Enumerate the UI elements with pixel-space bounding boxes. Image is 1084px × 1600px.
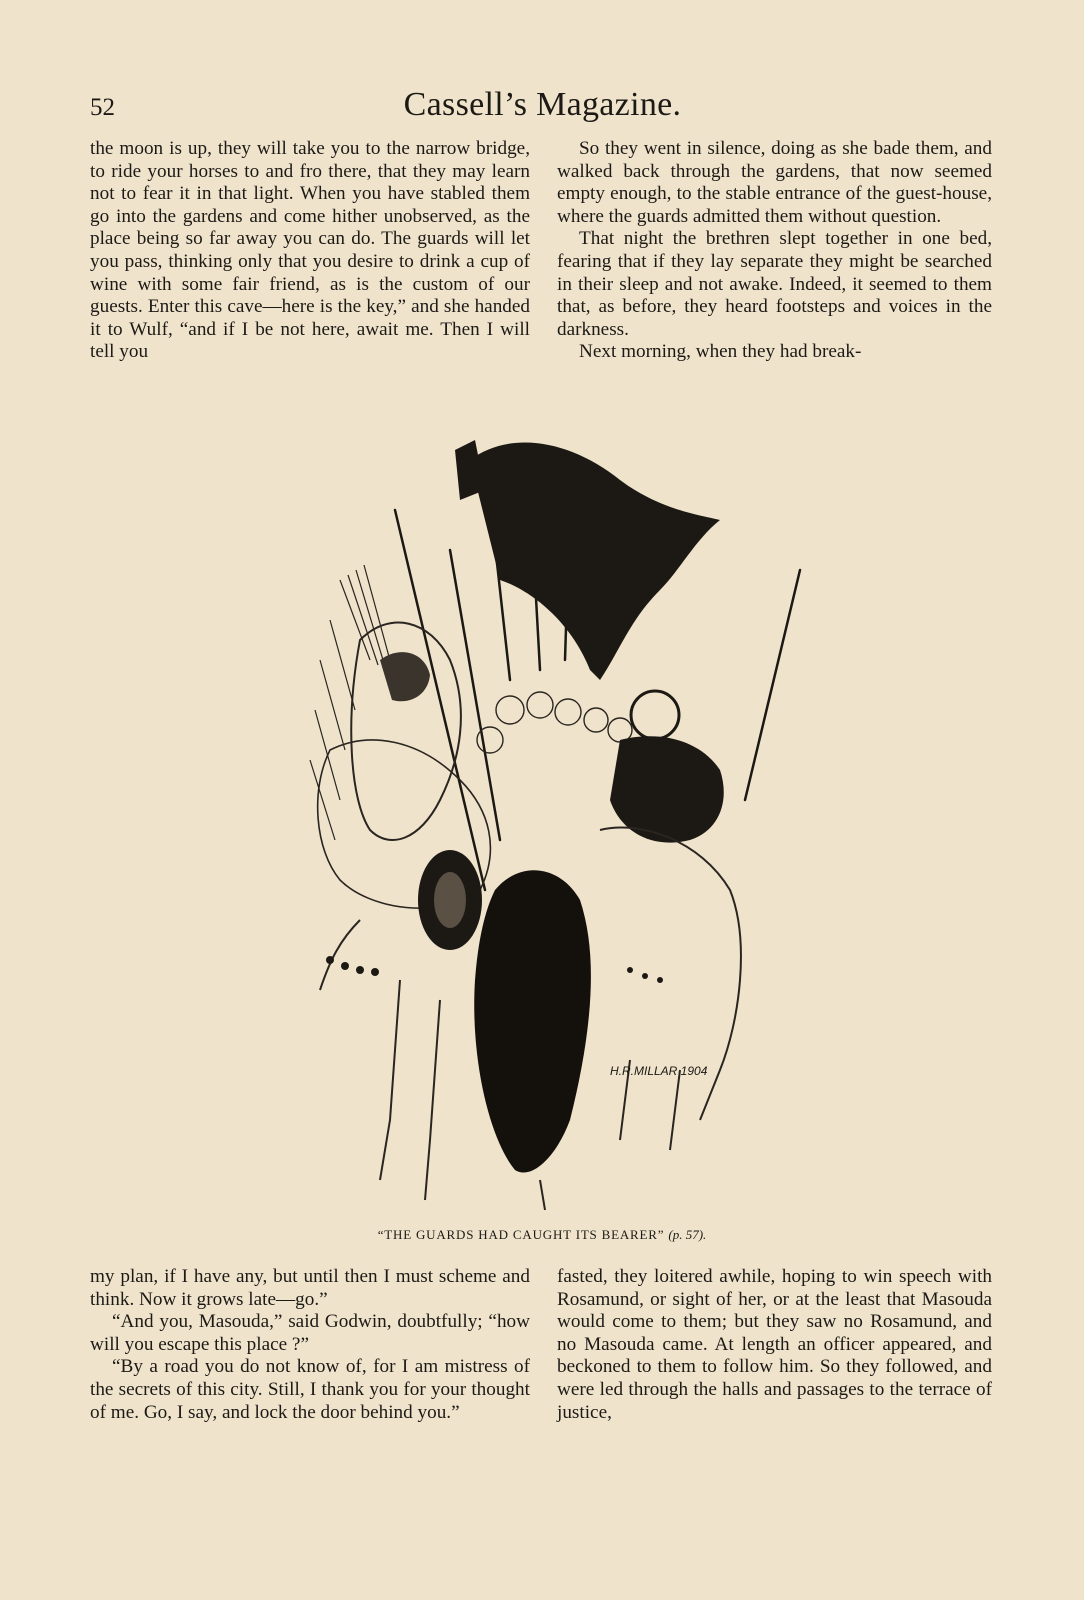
artist-signature: H.R.MILLAR 1904 [610, 1064, 708, 1078]
right-column-top [557, 138, 992, 364]
illustration-caption [0, 1227, 1084, 1243]
paragraph: the moon is up, they will take you to the narrow bridge, to ride your horses to and fro there, that they may learn not to fear it in that light. When you have stabled them go into the gardens and come hither unobserved, as the place being so far away you can do. The guards will let you pass, thinking only that you desire to drink a cup of wine with some fair friend, as is the custom of our guests. Enter this cave—here is the key,” and she handed it to Wulf, “and if I be not here, await me. Then I will tell you [90, 138, 530, 363]
paragraph: “By a road you do not know of, for I am mistress of the secrets of this city. Still, I thank you for your thought of me. Go, I say, and lock the door behind you.” [90, 1356, 530, 1423]
illustration-guards-on-horseback [300, 420, 810, 1220]
magazine-title: Cassell’s Magazine. [403, 86, 682, 123]
left-column-bottom [90, 1266, 530, 1424]
right-column-bottom [557, 1266, 992, 1424]
caption-text: “THE GUARDS HAD CAUGHT ITS BEARER” [377, 1227, 665, 1242]
caption-page-reference: (p. 57). [668, 1227, 707, 1242]
paragraph: fasted, they loitered awhile, hoping to win speech with Rosamund, or sight of her, or at the least that Masouda would come to them; but they saw no Rosamund, and no Masouda came. At length an officer appeared, and beckoned to them to follow him. So they followed, and were led through the halls and passages to the terrace of justice, [557, 1266, 992, 1423]
page-header [90, 86, 995, 126]
page-number: 52 [90, 94, 115, 121]
paragraph: That night the brethren slept together in one bed, fearing that if they lay separate they might be searched in their sleep and not awake. Indeed, it seemed to them that, as before, they heard footsteps and voices in the darkness. [557, 228, 992, 340]
left-column-top [90, 138, 530, 364]
paragraph: “And you, Masouda,” said Godwin, doubtfully; “how will you escape this place ?” [90, 1311, 530, 1355]
paragraph: Next morning, when they had break- [579, 341, 862, 363]
paragraph: my plan, if I have any, but until then I must scheme and think. Now it grows late—go.” [90, 1266, 530, 1310]
paragraph: So they went in silence, doing as she bade them, and walked back through the gardens, that now seemed empty enough, to the stable entrance of the guest-house, where the guards admitted them without question. [557, 138, 992, 227]
